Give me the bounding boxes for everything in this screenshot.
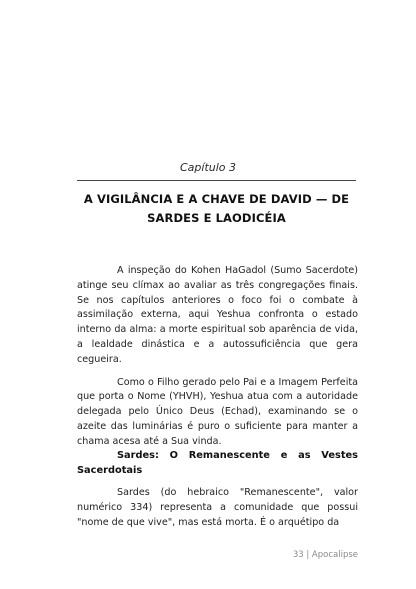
page-footer: 33 | Apocalipse [292,550,358,560]
body-section-intro [77,264,358,458]
chapter-title: A VIGILÂNCIA E A CHAVE DE DAVID — DE SARDES E LAODICÉIA [83,192,350,225]
paragraph-2: Como o Filho gerado pelo Pai e a Imagem Perfeita que porta o Nome (YHVH), Yeshua atua com a autoridade delegada pelo Único Deus (Echad), examinando se o azeite das luminárias é puro o suficiente para manter a chama acesa até a Sua vinda. [77,376,358,447]
chapter-label: Capítulo 3 [179,161,237,174]
section-subheading: Sardes: O Remanescente e as Vestes Sacerdotais [77,450,358,476]
paragraph-1: A inspeção do Kohen HaGadol (Sumo Sacerdote) atinge seu clímax ao avaliar as três congregações finais. Se nos capítulos anteriores o foco foi o combate à assimilação externa, aqui Yeshua confronta o estado interno da alma: a morte espiritual sob aparência de vida, a lealdade dinástica e a autossuficiência que gera cegueira. [77,265,358,365]
body-section-sardes [77,486,358,538]
chapter-divider [77,180,356,181]
paragraph-3: Sardes (do hebraico "Remanescente", valor numérico 334) representa a comunidade que possui "nome de que vive", mas está morta. É o arquétipo da [77,487,358,528]
